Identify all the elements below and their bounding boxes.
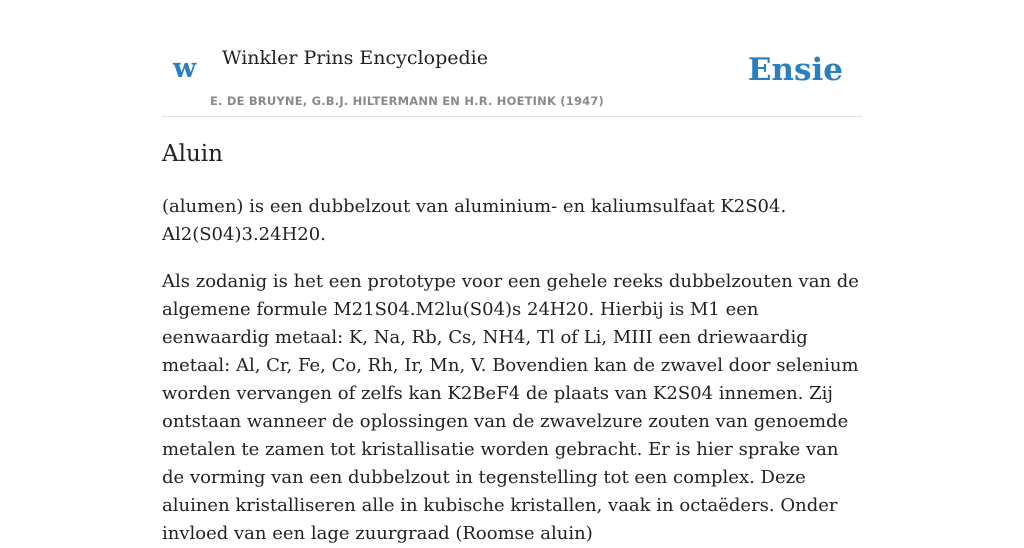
article-paragraph: Als zodanig is het een prototype voor een gehele reeks dubbelzouten van de algemene formule M21S04.M2lu(S04)s 24H20. Hierbij is M1 een eenwaardig metaal: K, Na, Rb, Cs, NH4, Tl of Li, MIII een driewaardig metaal: Al, Cr, Fe, Co, Rh, Ir, Mn, V. Bovendien kan de zwavel door selenium worden vervangen of zelfs kan K2BeF4 de plaats van K2S04 innemen. Zij ontstaan wanneer de oplossingen van de zwavelzure zouten van genoemde metalen te zamen tot kristallisatie worden gebracht. Er is hier sprake van de vorming van een dubbelzout in tegenstelling tot een complex. Deze aluinen kristalliseren alle in kubische kristallen, vaak in octaëders. Onder invloed van een lage zuurgraad (Roomse aluin) [162, 271, 859, 544]
article-title: Aluin [162, 141, 223, 167]
article [162, 138, 862, 548]
brand-logo[interactable]: Ensie [747, 52, 843, 88]
article-paragraph: (alumen) is een dubbelzout van aluminium- en kaliumsulfaat K2S04. Al2(S04)3.24H20. [162, 196, 787, 245]
site-header [162, 0, 862, 117]
site-logo[interactable]: w [173, 53, 197, 84]
authors-byline: E. DE BRUYNE, G.B.J. HILTERMANN EN H.R. HOETINK (1947) [210, 94, 605, 108]
site-title[interactable]: Winkler Prins Encyclopedie [222, 47, 488, 69]
